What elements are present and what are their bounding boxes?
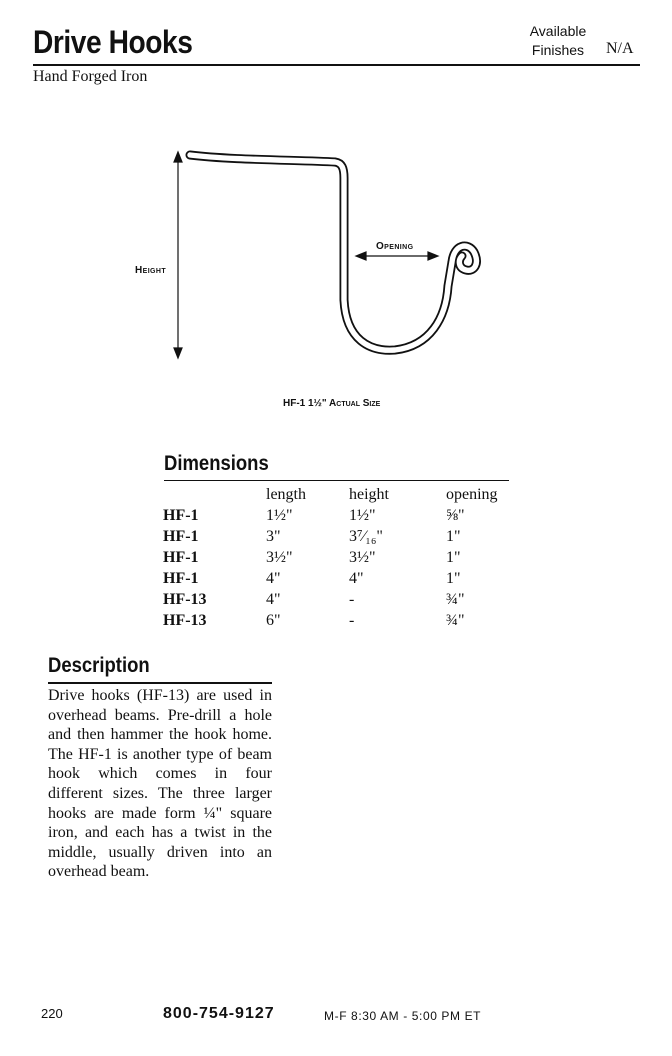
table-row [163, 610, 516, 631]
opening-cell: 1" [446, 528, 461, 545]
model-cell: HF-1 [163, 507, 199, 524]
table-row [163, 589, 516, 610]
length-cell: 4" [266, 591, 281, 608]
opening-cell: 1" [446, 549, 461, 566]
dimensions-heading: Dimensions [164, 452, 269, 475]
column-header-opening: opening [446, 486, 498, 503]
table-row [163, 547, 516, 568]
subtitle: Hand Forged Iron [33, 68, 148, 85]
finishes-value: N/A [606, 40, 634, 57]
height-cell: 1½" [349, 507, 376, 524]
hook-shape [190, 155, 476, 350]
finishes-label [520, 22, 596, 60]
page-number: 220 [41, 1006, 63, 1021]
model-cell: HF-13 [163, 591, 207, 608]
length-cell: 3½" [266, 549, 293, 566]
height-label [135, 265, 166, 276]
dimensions-table [163, 484, 516, 631]
height-arrow [174, 152, 182, 358]
opening-cell: 1" [446, 570, 461, 587]
finishes-label-line2: Finishes [531, 42, 585, 58]
table-header-row [163, 484, 516, 505]
business-hours: M-F 8:30 AM - 5:00 PM ET [324, 1009, 482, 1023]
phone-number: 800-754-9127 [163, 1005, 275, 1022]
page-title: Drive Hooks [33, 24, 193, 60]
column-header-length: length [266, 486, 306, 503]
height-cell: 3⁷⁄₁₆" [349, 528, 383, 545]
length-cell: 3" [266, 528, 281, 545]
opening-label [376, 241, 413, 252]
length-cell: 1½" [266, 507, 293, 524]
opening-arrow [356, 252, 438, 260]
dimensions-rule [164, 480, 509, 481]
height-cell: - [349, 591, 355, 608]
model-cell: HF-1 [163, 570, 199, 587]
diagram-caption: HF-1 1½" Actual Size [283, 398, 381, 409]
model-cell: HF-13 [163, 612, 207, 629]
length-cell: 6" [266, 612, 281, 629]
description-text: Drive hooks (HF-13) are used in overhead beams. Pre-drill a hole and then hammer the hook home. The HF-1 is another type of beam hook which comes in four different sizes. The three larger hooks are made form ¼" square iron, and each has a twist in the middle, usually driven into an overhead beam. [48, 687, 272, 881]
model-cell: HF-1 [163, 528, 199, 545]
opening-cell: ⅝" [446, 507, 465, 524]
hook-diagram [110, 140, 510, 380]
opening-label-text: Opening [376, 241, 414, 252]
height-cell: 4" [349, 570, 364, 587]
model-cell: HF-1 [163, 549, 199, 566]
opening-cell: ¾" [446, 591, 465, 608]
length-cell: 4" [266, 570, 281, 587]
table-row [163, 526, 516, 547]
height-label-text: Height [135, 265, 167, 276]
header-rule [33, 64, 640, 66]
finishes-label-line1: Available [529, 23, 587, 39]
height-cell: 3½" [349, 549, 376, 566]
opening-cell: ¾" [446, 612, 465, 629]
height-cell: - [349, 612, 355, 629]
table-row [163, 505, 516, 526]
description-heading: Description [48, 654, 150, 677]
table-row [163, 568, 516, 589]
description-rule [48, 682, 272, 684]
column-header-height: height [349, 486, 389, 503]
column-header [163, 484, 266, 505]
